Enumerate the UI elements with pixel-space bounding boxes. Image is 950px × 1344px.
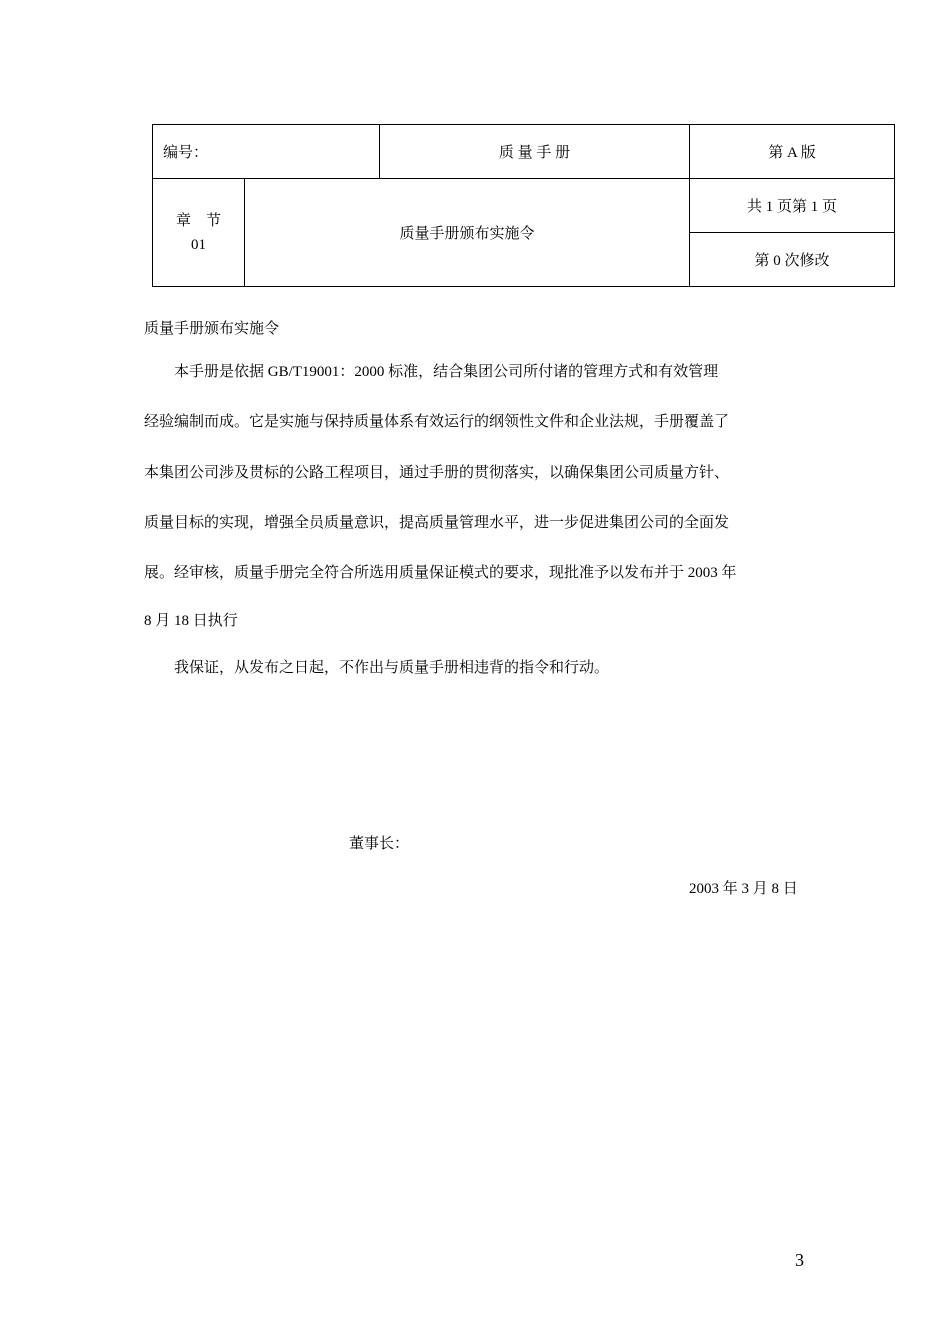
chapter-label: 章 节	[175, 212, 221, 229]
chapter-cell	[153, 179, 245, 287]
chapter-number: 01	[191, 236, 206, 253]
document-number-label: 编号：	[153, 125, 380, 179]
body-line: 我保证，从发布之日起，不作出与质量手册相违背的指令和行动。	[144, 660, 610, 676]
signer-label: 董事长：	[349, 836, 410, 852]
manual-title: 质 量 手 册	[380, 125, 690, 179]
body-line: 8 月 18 日执行	[144, 613, 238, 629]
body-line: 经验编制而成。它是实施与保持质量体系有效运行的纲领性文件和企业法规，手册覆盖了	[144, 414, 730, 430]
page-number: 3	[795, 1250, 804, 1270]
revision-label: 第 0 次修改	[690, 233, 895, 287]
document-header-table	[152, 124, 895, 287]
edition-label: 第 A 版	[690, 125, 895, 179]
body-line: 本集团公司涉及贯标的公路工程项目，通过手册的贯彻落实，以确保集团公司质量方针、	[144, 465, 730, 481]
section-title: 质量手册颁布实施令	[245, 179, 690, 287]
document-title: 质量手册颁布实施令	[144, 321, 280, 337]
signature-date: 2003 年 3 月 8 日	[689, 881, 798, 897]
body-line: 本手册是依据 GB/T19001：2000 标准，结合集团公司所付诸的管理方式和有效管理	[144, 364, 719, 380]
body-line: 质量目标的实现，增强全员质量意识，提高质量管理水平，进一步促进集团公司的全面发	[144, 515, 730, 531]
page-info: 共 1 页第 1 页	[690, 179, 895, 233]
body-line: 展。经审核，质量手册完全符合所选用质量保证模式的要求，现批准予以发布并于 2003 年	[144, 565, 737, 581]
